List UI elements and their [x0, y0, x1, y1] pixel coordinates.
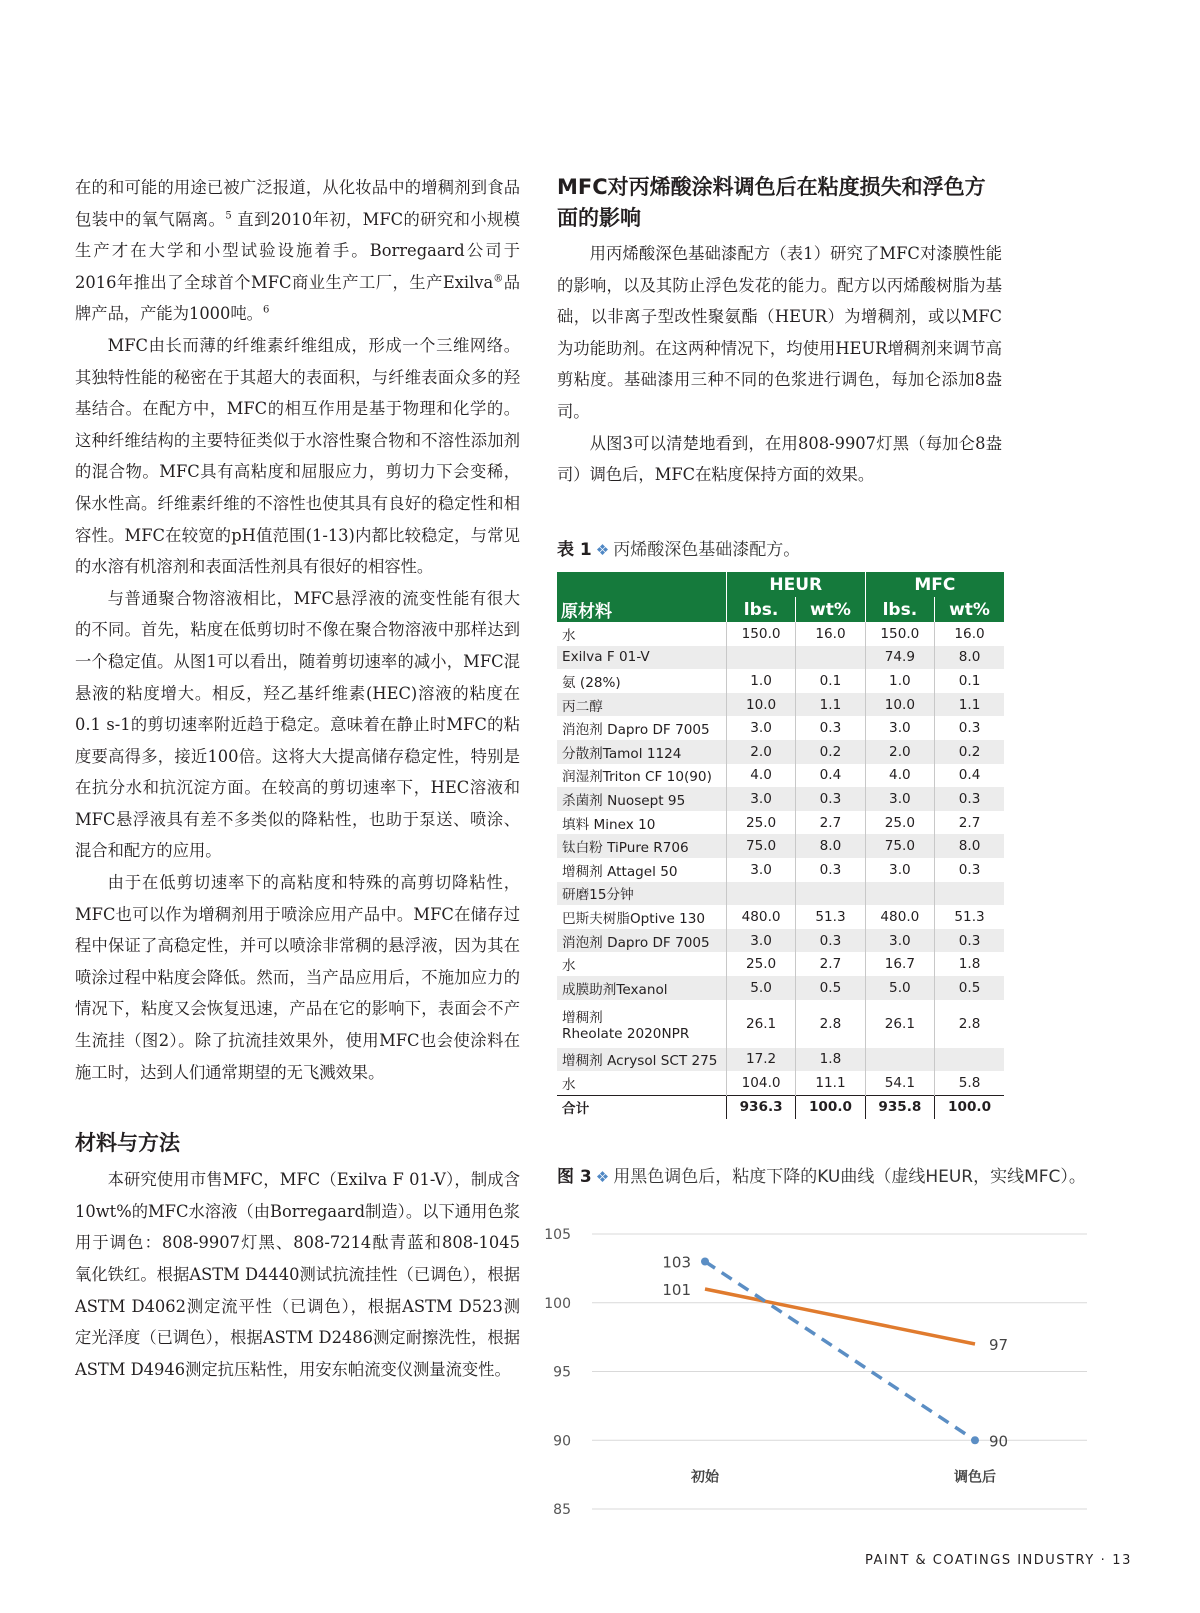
paragraph: 本研究使用市售MFC，MFC（Exilva F 01-V），制成含10wt%的MFC水溶液（由Borregaard制造）。以下通用色浆用于调色：808-9907灯黑、808-7214酞青蓝和808-1045氧化铁红。根据ASTM D4440测试抗流挂性（已调色），根据ASTM D4062测定流平性（已调色），根据ASTM D523测定光泽度（已调色），根据ASTM D2486测定耐擦洗性，根据ASTM D4946测定抗压粘性，用安东帕流变仪测量流变性。 [75, 1170, 520, 1379]
diamond-icon: ❖ [595, 541, 610, 559]
value-cell: 2.0 [726, 740, 795, 764]
page-number: 13 [1112, 1553, 1132, 1568]
value-cell: 2.7 [796, 952, 865, 976]
value-cell: 0.3 [935, 929, 1004, 953]
value-cell [726, 882, 795, 906]
left-column [75, 172, 520, 1385]
table-row [557, 929, 1004, 953]
value-cell: 150.0 [726, 622, 795, 646]
value-cell: 1.1 [796, 693, 865, 717]
value-cell: 17.2 [726, 1048, 795, 1072]
value-cell: 0.3 [796, 858, 865, 882]
x-tick-label: 调色后 [954, 1469, 996, 1486]
value-cell: 16.0 [935, 622, 1004, 646]
value-cell: 51.3 [935, 905, 1004, 929]
table-row [557, 1048, 1004, 1072]
table-row [557, 764, 1004, 788]
value-cell: 0.3 [796, 716, 865, 740]
value-cell: 10.0 [865, 693, 934, 717]
group-heur-header: HEUR [726, 572, 865, 597]
paragraph: 由于在低剪切速率下的高粘度和特殊的高剪切降粘性，MFC也可以作为增稠剂用于喷涂应用产品中。MFC在储存过程中保证了高稳定性，并可以喷涂非常稠的悬浮液，因为其在喷涂过程中粘度会降低。然而，当产品应用后，不施加应力的情况下，粘度又会恢复迅速，产品在它的影响下，表面会不产生流挂（图2）。除了抗流挂效果外，使用MFC也会使涂料在施工时，达到人们通常期望的无飞溅效果。 [75, 873, 520, 1082]
lbs-header: lbs. [726, 597, 795, 622]
lbs-header: lbs. [865, 597, 934, 622]
value-cell: 3.0 [865, 929, 934, 953]
value-cell: 0.3 [935, 787, 1004, 811]
value-cell: 10.0 [726, 693, 795, 717]
value-cell: 75.0 [726, 834, 795, 858]
value-cell: 25.0 [726, 811, 795, 835]
material-cell: 增稠剂 Attagel 50 [562, 863, 678, 880]
paragraph: MFC由长而薄的纤维素纤维组成，形成一个三维网络。其独特性能的秘密在于其超大的表面积，与纤维表面众多的羟基结合。在配方中，MFC的相互作用是基于物理和化学的。这种纤维结构的主要特征类似于水溶性聚合物和不溶性添加剂的混合物。MFC具有高粘度和屈服应力，剪切力下会变稀，保水性高。纤维素纤维的不溶性也使其具有良好的稳定性和相容性。MFC在较宽的pH值范围(1-13)内都比较稳定，与常见的水溶有机溶剂和表面活性剂具有很好的相容性。 [75, 335, 520, 577]
material-cell: 增稠剂 Rheolate 2020NPR [562, 1009, 690, 1042]
value-cell: 3.0 [865, 716, 934, 740]
material-cell: 杀菌剂 Nuosept 95 [557, 787, 726, 811]
section-heading: 材料与方法 [75, 1131, 180, 1156]
value-cell: 3.0 [865, 787, 934, 811]
y-tick-label: 95 [553, 1364, 571, 1381]
value-cell: 0.3 [796, 929, 865, 953]
value-cell: 5.0 [726, 976, 795, 1000]
table-label: 表 1 [557, 540, 592, 560]
table-row [557, 1000, 1004, 1048]
value-cell [796, 646, 865, 670]
heur-series-line [705, 1262, 975, 1441]
table-row [557, 1071, 1004, 1095]
value-cell: 480.0 [865, 905, 934, 929]
registered-mark: ® [493, 273, 504, 285]
x-tick-label: 初始 [691, 1469, 719, 1486]
figure-label: 图 3 [557, 1167, 592, 1187]
value-cell: 16.0 [796, 622, 865, 646]
formulation-table [557, 572, 1004, 1119]
value-cell: 0.1 [935, 669, 1004, 693]
reference-marker: 5 [225, 210, 232, 222]
table-body [557, 622, 1004, 1119]
material-cell: 润湿剂Triton CF 10(90) [562, 769, 712, 786]
value-cell: 11.1 [796, 1071, 865, 1095]
material-cell: 巴斯夫树脂Optive 130 [562, 910, 706, 927]
material-cell: 分散剂Tamol 1124 [557, 740, 726, 764]
table-caption [557, 535, 800, 560]
value-cell: 54.1 [865, 1071, 934, 1095]
value-cell: 25.0 [726, 952, 795, 976]
value-cell: 0.3 [935, 716, 1004, 740]
table-caption-text: 丙烯酸深色基础漆配方。 [613, 540, 801, 560]
journal-name: PAINT & COATINGS INDUSTRY [865, 1553, 1095, 1568]
value-cell [935, 882, 1004, 906]
table-row [557, 882, 1004, 906]
value-cell: 1.0 [865, 669, 934, 693]
value-cell [796, 882, 865, 906]
material-cell: 钛白粉 TiPure R706 [557, 834, 726, 858]
value-cell: 1.8 [935, 952, 1004, 976]
paragraph: 从图3可以清楚地看到，在用808-9907灯黑（每加仑8盎司）调色后，MFC在粘度保持方面的效果。 [557, 433, 1002, 485]
total-value: 100.0 [796, 1095, 865, 1119]
table-row [557, 622, 1004, 646]
total-label: 合计 [557, 1095, 726, 1119]
value-cell: 4.0 [726, 764, 795, 788]
value-cell: 480.0 [726, 905, 795, 929]
table-row [557, 669, 1004, 693]
table-row [557, 787, 1004, 811]
value-cell: 5.8 [935, 1071, 1004, 1095]
material-cell: 消泡剂 Dapro DF 7005 [557, 929, 726, 953]
value-cell: 2.7 [935, 811, 1004, 835]
value-cell: 2.8 [935, 1000, 1004, 1048]
value-cell: 0.5 [935, 976, 1004, 1000]
figure-caption [557, 1162, 1117, 1192]
data-label: 101 [662, 1281, 691, 1299]
paragraph: 在的和可能的用途已被广泛报道，从化妆品中的增稠剂到食品包装中的氧气隔离。$^5$ 直到2010年初，MFC的研究和小规模生产才在大学和小型试验设施着手。Borregaard公司于2016年推出了全球首个MFC商业生产工厂，生产Exilva®品牌产品，产能为1000吨。$^6$ [75, 178, 520, 324]
paragraph: 用丙烯酸深色基础漆配方（表1）研究了MFC对漆膜性能的影响，以及其防止浮色发花的能力。配方以丙烯酸树脂为基础，以非离子型改性聚氨酯（HEUR）为增稠剂，或以MFC为功能助剂。在这两种情况下，均使用HEUR增稠剂来调节高剪粘度。基础漆用三种不同的色浆进行调色，每加仑添加8盎司。 [557, 244, 1002, 421]
paragraph: 与普通聚合物溶液相比，MFC悬浮液的流变性能有很大的不同。首先，粘度在低剪切时不像在聚合物溶液中那样达到一个稳定值。从图1可以看出，随着剪切速率的减小，MFC混悬液的粘度增大。相反，羟乙基纤维素(HEC)溶液的粘度在0.1 s-1的剪切速率附近趋于稳定。意味着在静止时MFC的粘度要高得多，接近100倍。这将大大提高储存稳定性，特别是在抗分水和抗沉淀方面。在较高的剪切速率下，HEC溶液和MFC悬浮液具有差不多类似的降粘性，也助于泵送、喷涂、混合和配方的应用。 [75, 588, 520, 861]
value-cell: 2.8 [796, 1000, 865, 1048]
value-cell: 25.0 [865, 811, 934, 835]
material-cell: 消泡剂 Dapro DF 7005 [562, 722, 710, 739]
table-group-header [557, 572, 1004, 597]
value-cell: 0.1 [796, 669, 865, 693]
material-cell: 水 [562, 1076, 576, 1093]
value-cell: 0.4 [796, 764, 865, 788]
table-row [557, 834, 1004, 858]
data-label: 97 [989, 1336, 1009, 1354]
mfc-series-line [705, 1289, 975, 1344]
table-row [557, 716, 1004, 740]
table-row [557, 952, 1004, 976]
total-value: 935.8 [865, 1095, 934, 1119]
value-cell: 74.9 [865, 646, 934, 670]
value-cell: 5.0 [865, 976, 934, 1000]
section-heading: MFC对丙烯酸涂料调色后在粘度损失和浮色方面的影响 [557, 175, 986, 230]
value-cell: 1.0 [726, 669, 795, 693]
footer-separator: · [1100, 1553, 1107, 1568]
value-cell: 0.2 [796, 740, 865, 764]
material-cell: 填料 Minex 10 [562, 816, 656, 833]
material-cell: 研磨15分钟 [557, 882, 726, 906]
total-value: 100.0 [935, 1095, 1004, 1119]
value-cell: 4.0 [865, 764, 934, 788]
wt-header: wt% [796, 597, 865, 622]
right-column [557, 172, 1002, 491]
table-row [557, 740, 1004, 764]
data-label: 90 [989, 1432, 1009, 1451]
value-cell: 150.0 [865, 622, 934, 646]
value-cell: 3.0 [726, 787, 795, 811]
material-cell: Exilva F 01-V [557, 646, 726, 670]
value-cell [865, 882, 934, 906]
value-cell: 1.1 [935, 693, 1004, 717]
value-cell: 0.2 [935, 740, 1004, 764]
table-row [557, 905, 1004, 929]
y-tick-label: 100 [544, 1295, 571, 1312]
material-cell: 水 [562, 958, 576, 975]
diamond-icon: ❖ [595, 1168, 610, 1186]
y-tick-label: 105 [544, 1227, 571, 1243]
table-row [557, 976, 1004, 1000]
heur-series-point [971, 1436, 979, 1444]
data-label: 103 [662, 1253, 691, 1272]
value-cell: 75.0 [865, 834, 934, 858]
page-footer [865, 1553, 1132, 1568]
table-row [557, 858, 1004, 882]
value-cell: 8.0 [796, 834, 865, 858]
y-tick-label: 85 [553, 1502, 571, 1518]
value-cell [726, 646, 795, 670]
value-cell [865, 1048, 934, 1072]
material-cell: 增稠剂 Acrysol SCT 275 [557, 1048, 726, 1072]
figure-caption-text: 用黑色调色后，粘度下降的KU曲线（虚线HEUR，实线MFC）。 [613, 1167, 1086, 1187]
group-mfc-header: MFC [865, 572, 1004, 597]
material-cell: 丙二醇 [557, 693, 726, 717]
value-cell: 0.5 [796, 976, 865, 1000]
ku-line-chart [544, 1227, 1097, 1532]
value-cell: 3.0 [726, 858, 795, 882]
value-cell: 26.1 [726, 1000, 795, 1048]
wt-header: wt% [935, 597, 1004, 622]
material-cell: 水 [562, 627, 576, 644]
value-cell: 1.8 [796, 1048, 865, 1072]
value-cell: 16.7 [865, 952, 934, 976]
value-cell: 0.4 [935, 764, 1004, 788]
value-cell [935, 1048, 1004, 1072]
table-row [557, 646, 1004, 670]
value-cell: 3.0 [726, 716, 795, 740]
value-cell: 8.0 [935, 834, 1004, 858]
value-cell: 3.0 [865, 858, 934, 882]
material-header: 原材料 [557, 597, 726, 622]
table-total-row [557, 1095, 1004, 1119]
table-row [557, 811, 1004, 835]
total-value: 936.3 [726, 1095, 795, 1119]
value-cell: 0.3 [796, 787, 865, 811]
heur-series-point [701, 1258, 709, 1266]
value-cell: 8.0 [935, 646, 1004, 670]
y-tick-label: 90 [553, 1433, 571, 1450]
value-cell: 2.0 [865, 740, 934, 764]
table-row [557, 693, 1004, 717]
material-cell: 成膜助剂Texanol [557, 976, 726, 1000]
material-cell: 氨 (28%) [562, 674, 621, 691]
value-cell: 104.0 [726, 1071, 795, 1095]
table-column-header [557, 597, 1004, 622]
reference-marker: 6 [262, 304, 270, 316]
value-cell: 26.1 [865, 1000, 934, 1048]
value-cell: 51.3 [796, 905, 865, 929]
value-cell: 2.7 [796, 811, 865, 835]
value-cell: 3.0 [726, 929, 795, 953]
value-cell: 0.3 [935, 858, 1004, 882]
